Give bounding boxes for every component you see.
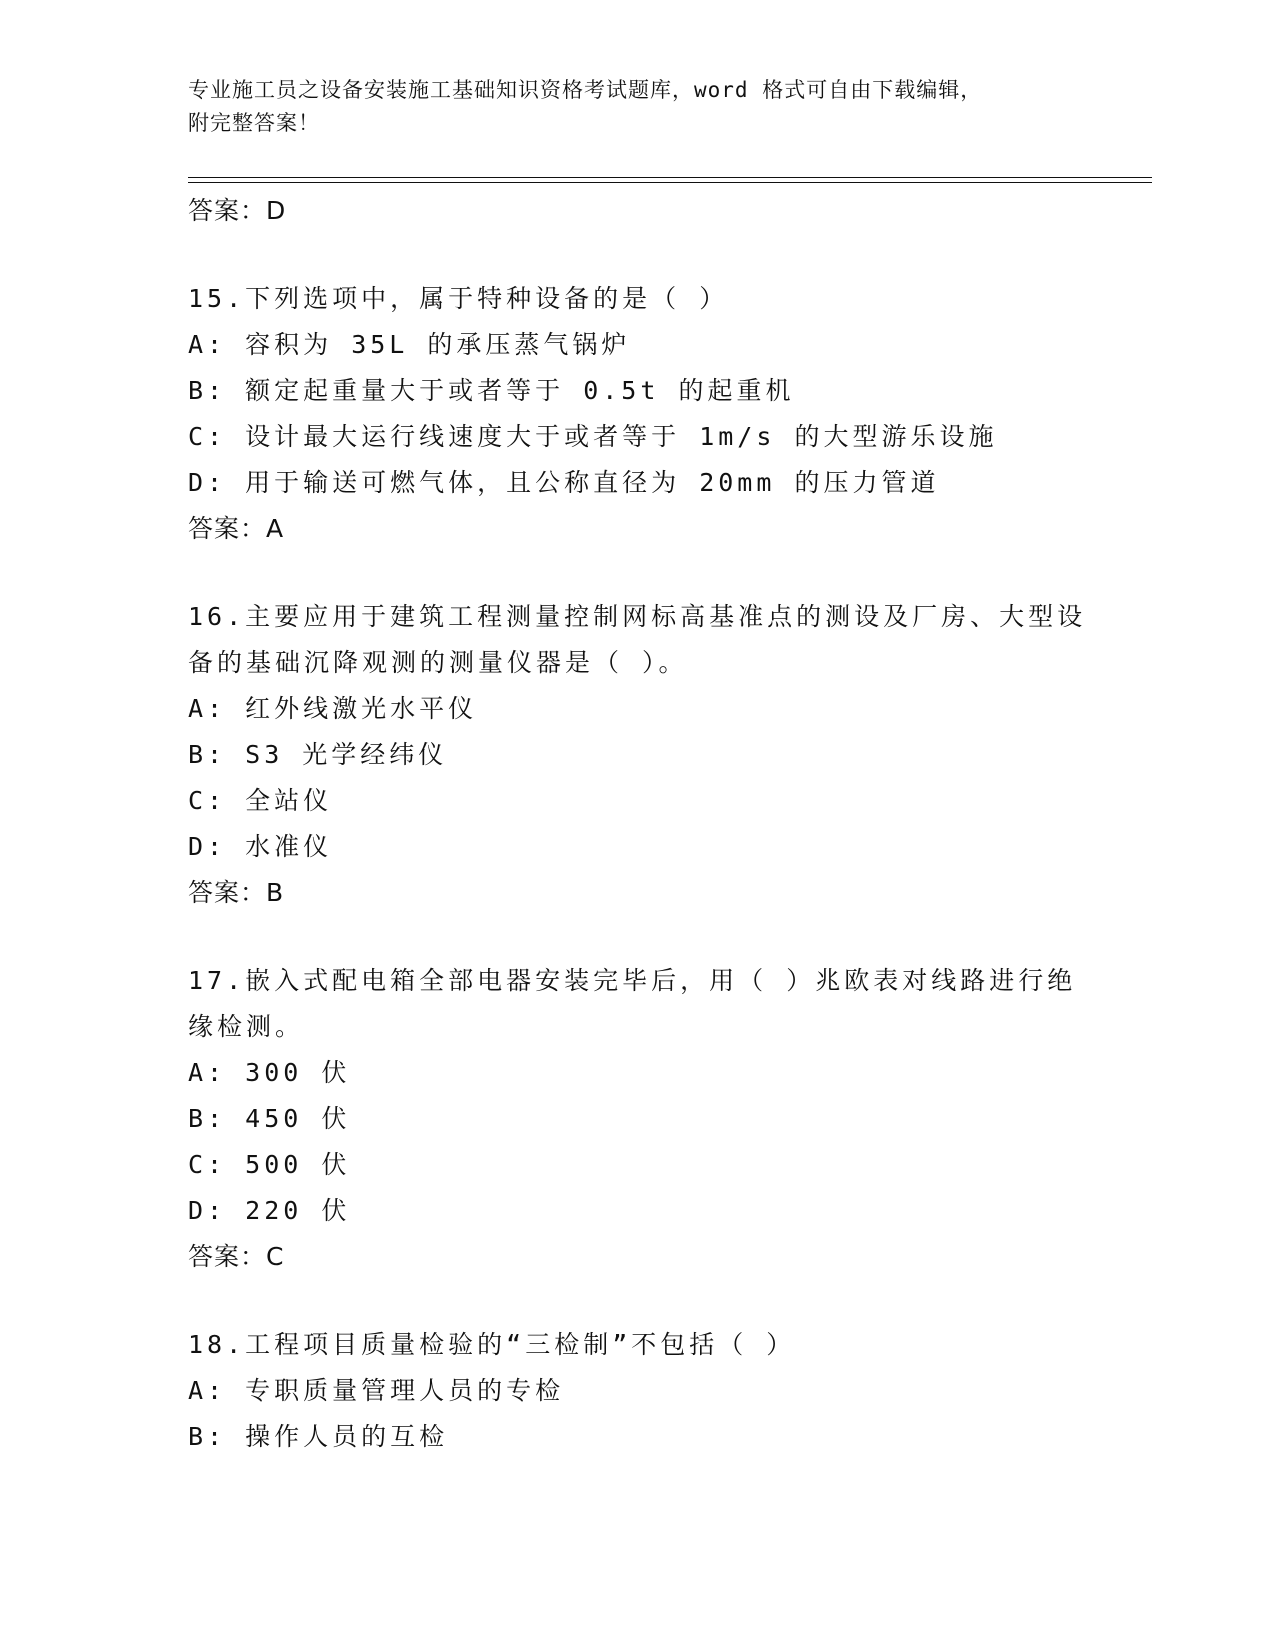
answer-line: 答案：A <box>188 514 285 543</box>
option-b: B: 额定起重量大于或者等于 0.5t 的起重机 <box>188 376 795 405</box>
option-a: A: 专职质量管理人员的专检 <box>188 1376 565 1405</box>
answer-line: 答案：B <box>188 878 285 907</box>
question-stem-line-1: 17.嵌入式配电箱全部电器安装完毕后，用（ ）兆欧表对线路进行绝 <box>188 966 1077 995</box>
answer-line: 答案：C <box>188 1242 285 1271</box>
question-stem-line-2: 缘检测。 <box>188 1012 305 1041</box>
question-stem: 15.下列选项中，属于特种设备的是（ ） <box>188 284 729 313</box>
answer-line: 答案：D <box>188 196 287 225</box>
option-d: D: 用于输送可燃气体，且公称直径为 20mm 的压力管道 <box>188 468 940 497</box>
question-list <box>188 188 1088 1460</box>
option-b: B: 450 伏 <box>188 1104 351 1133</box>
option-c: C: 全站仪 <box>188 786 333 815</box>
question-16 <box>188 594 1088 916</box>
header-line-1: 专业施工员之设备安装施工基础知识资格考试题库，word 格式可自由下载编辑， <box>188 78 983 102</box>
option-b: B: 操作人员的互检 <box>188 1422 449 1451</box>
question-17 <box>188 958 1088 1280</box>
option-a: A: 红外线激光水平仪 <box>188 694 478 723</box>
header-line-2: 附完整答案！ <box>188 111 320 135</box>
question-18 <box>188 1322 1088 1460</box>
option-a: A: 容积为 35L 的承压蒸气锅炉 <box>188 330 631 359</box>
option-a: A: 300 伏 <box>188 1058 351 1087</box>
option-c: C: 500 伏 <box>188 1150 351 1179</box>
question-15 <box>188 276 1088 552</box>
option-b: B: S3 光学经纬仪 <box>188 740 448 769</box>
header-divider-top <box>188 177 1152 178</box>
question-stem: 18.工程项目质量检验的“三检制”不包括（ ） <box>188 1330 796 1359</box>
document-header <box>188 74 1088 140</box>
option-d: D: 水准仪 <box>188 832 333 861</box>
option-d: D: 220 伏 <box>188 1196 351 1225</box>
question-stem-line-1: 16.主要应用于建筑工程测量控制网标高基准点的测设及厂房、大型设 <box>188 602 1087 631</box>
option-c: C: 设计最大运行线速度大于或者等于 1m/s 的大型游乐设施 <box>188 422 998 451</box>
question-stem-line-2: 备的基础沉降观测的测量仪器是（ ）。 <box>188 648 688 677</box>
header-divider-bottom <box>188 182 1152 183</box>
